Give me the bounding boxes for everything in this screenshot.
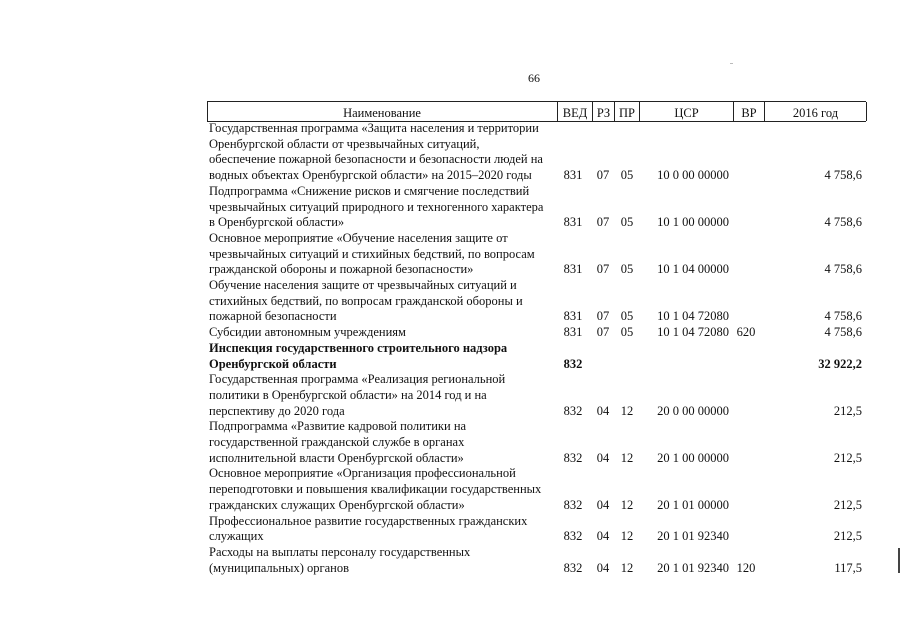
scan-edge-mark [898, 548, 900, 573]
row-name: Субсидии автономным учреждениям [209, 325, 406, 340]
row-pr: 12 [620, 560, 634, 575]
row-ved: 832 [563, 529, 583, 544]
row-ved: 831 [563, 168, 583, 183]
row-csr: 20 1 01 92340 [657, 529, 729, 544]
row-vr: 620 [736, 325, 756, 340]
row-rz: 07 [596, 262, 610, 277]
row-ved: 832 [563, 450, 583, 465]
row-pr: 05 [620, 309, 634, 324]
table-row [0, 231, 905, 278]
row-rz: 04 [596, 560, 610, 575]
row-pr: 05 [620, 262, 634, 277]
row-csr: 10 1 04 72080 [657, 309, 729, 324]
row-sum: 212,5 [833, 403, 862, 418]
row-name: Инспекция государственного строительного надзора Оренбургской области [209, 340, 508, 371]
row-name: Расходы на выплаты персоналу государственных (муниципальных) органов [209, 544, 471, 575]
row-name: Основное мероприятие «Организация профессиональной переподготовки и повышения квалификации государственных гражданских служащих Оренбургской области» [209, 466, 542, 512]
row-pr: 12 [620, 529, 634, 544]
row-name: Подпрограмма «Развитие кадровой политики на государственной гражданской службе в органах исполнительной власти Оренбургской области» [209, 419, 467, 465]
row-sum: 32 922,2 [818, 356, 862, 371]
header-ved: ВЕД [562, 106, 588, 120]
row-name: Основное мероприятие «Обучение населения защите от чрезвычайных ситуаций и стихийных бедствий, по вопросам гражданской обороны и пожарной безопасности» [209, 230, 535, 277]
row-csr: 20 1 01 00000 [657, 497, 729, 512]
row-rz: 04 [596, 497, 610, 512]
row-rz: 04 [596, 450, 610, 465]
row-ved: 831 [563, 325, 583, 340]
row-sum: 212,5 [833, 497, 862, 512]
row-rz: 07 [596, 309, 610, 324]
table-row [0, 341, 905, 372]
row-sum: 4 758,6 [824, 215, 862, 230]
table-row [0, 466, 905, 513]
row-csr: 10 1 04 72080 [657, 325, 729, 340]
row-name: Подпрограмма «Снижение рисков и смягчение последствий чрезвычайных ситуаций природного и техногенного характера в Оренбургской области» [209, 183, 544, 230]
table-row [0, 184, 905, 231]
row-sum: 212,5 [833, 450, 862, 465]
table-row [0, 514, 905, 545]
row-pr: 12 [620, 497, 634, 512]
row-pr: 12 [620, 403, 634, 418]
table-row [0, 278, 905, 325]
row-pr: 12 [620, 450, 634, 465]
row-sum: 212,5 [833, 529, 862, 544]
row-ved: 831 [563, 309, 583, 324]
header-year: 2016 год [792, 106, 839, 120]
row-pr: 05 [620, 168, 634, 183]
scan-speck [730, 63, 733, 64]
header-name: Наименование [343, 106, 421, 120]
row-csr: 20 1 01 92340 [657, 560, 729, 575]
header-divider [866, 102, 867, 121]
header-rz: РЗ [596, 106, 611, 120]
row-rz: 07 [596, 168, 610, 183]
row-sum: 117,5 [834, 560, 862, 575]
row-vr: 120 [736, 560, 756, 575]
row-pr: 05 [620, 215, 634, 230]
table-row [0, 545, 905, 576]
row-ved: 832 [563, 497, 583, 512]
header-divider [207, 102, 208, 121]
header-pr: ПР [619, 106, 635, 120]
row-name: Государственная программа «Защита населения и территории Оренбургской области от чрезвычайных ситуаций, обеспечение пожарной безопасности и безопасности людей на водных объектах Оренбургской области» на 2015–2020 годы [209, 121, 543, 183]
row-csr: 20 0 00 00000 [657, 403, 729, 418]
row-ved: 831 [563, 215, 583, 230]
row-csr: 10 0 00 00000 [657, 168, 729, 183]
row-sum: 4 758,6 [824, 262, 862, 277]
row-csr: 20 1 00 00000 [657, 450, 729, 465]
header-vr: ВР [741, 106, 757, 120]
table-header [207, 101, 866, 122]
row-name: Обучение населения защите от чрезвычайных ситуаций и стихийных бедствий, по вопросам гражданской обороны и пожарной безопасности [209, 278, 523, 324]
row-ved: 832 [563, 403, 583, 418]
header-csr: ЦСР [674, 106, 699, 120]
row-pr: 05 [620, 325, 634, 340]
page-number: 66 [528, 71, 540, 85]
row-sum: 4 758,6 [824, 309, 862, 324]
table-row [0, 419, 905, 466]
row-csr: 10 1 00 00000 [657, 215, 729, 230]
row-rz: 07 [596, 215, 610, 230]
row-name: Государственная программа «Реализация региональной политики в Оренбургской области» на 2014 год и на перспективу до 2020 года [209, 372, 506, 418]
table-row [0, 121, 905, 184]
table-body [0, 121, 905, 576]
row-name: Профессиональное развитие государственных гражданских служащих [209, 513, 528, 544]
row-ved: 832 [563, 356, 583, 371]
table-row [0, 325, 905, 341]
row-sum: 4 758,6 [824, 168, 862, 183]
table-row [0, 372, 905, 419]
row-sum: 4 758,6 [824, 325, 862, 340]
row-rz: 04 [596, 403, 610, 418]
row-rz: 07 [596, 325, 610, 340]
row-rz: 04 [596, 529, 610, 544]
row-csr: 10 1 04 00000 [657, 262, 729, 277]
row-ved: 832 [563, 560, 583, 575]
row-ved: 831 [563, 262, 583, 277]
